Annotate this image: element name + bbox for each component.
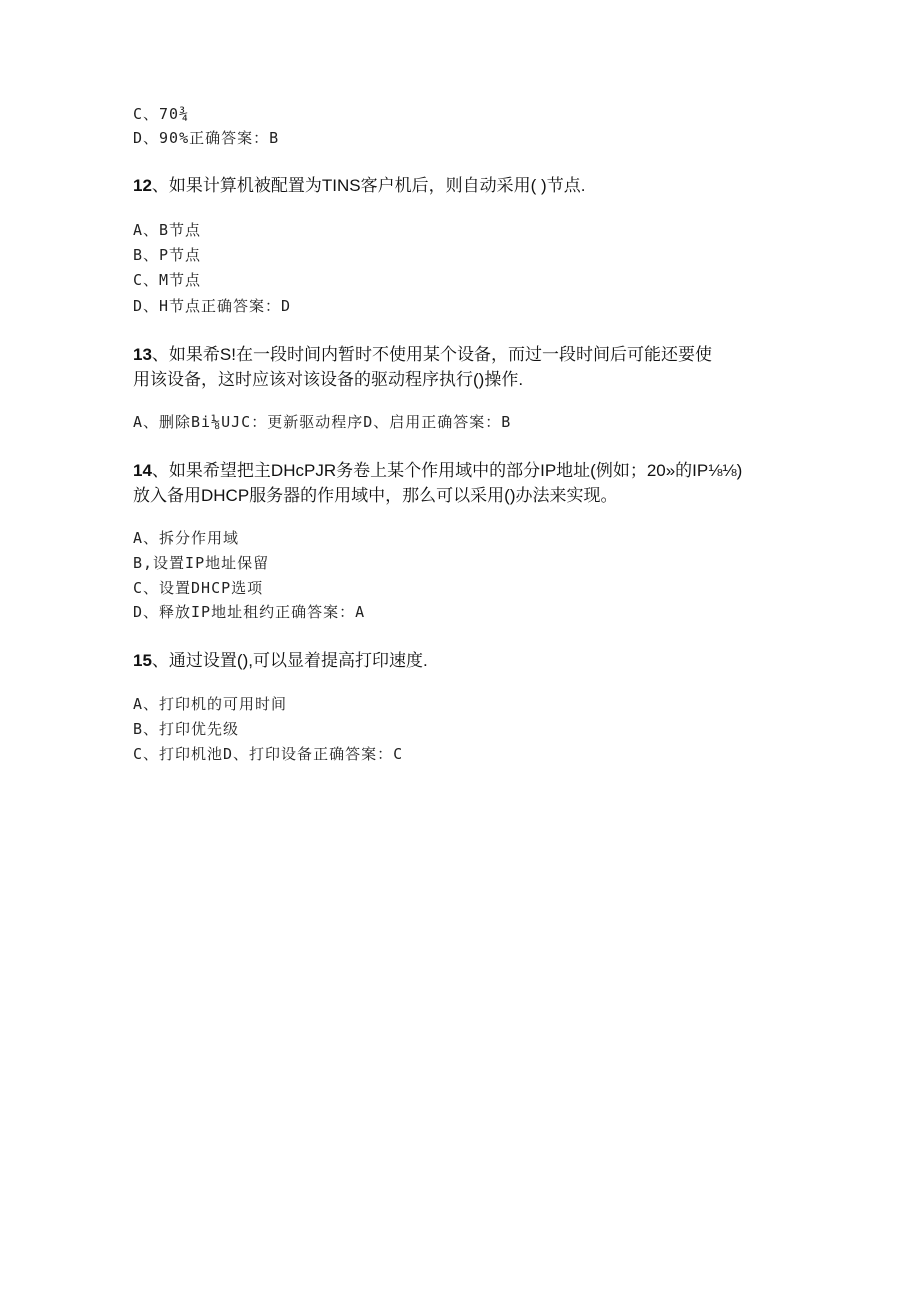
question-number: 14 <box>133 461 152 480</box>
question-text: 、如果计算机被配置为TINS客户机后，则自动采用( )节点. <box>151 176 586 195</box>
option-line: C、M节点 <box>133 271 202 289</box>
question-text: 、如果希望把主DHcPJR务卷上某个作用域中的部分IP地址(例如；20»的IP⅛⅛) <box>151 461 743 480</box>
option-line: A、拆分作用域 <box>133 529 240 547</box>
option-line: B、P节点 <box>133 246 202 264</box>
option-line: C、70¾ <box>133 105 190 123</box>
question-number: 15 <box>133 651 152 670</box>
option-line: B,设置IP地址保留 <box>133 554 270 572</box>
option-line: C、打印机池D、打印设备正确答案：C <box>133 745 404 763</box>
option-line: A、B节点 <box>133 221 202 239</box>
question-number: 13 <box>133 345 152 364</box>
question-13 <box>133 342 793 368</box>
question-text-continuation: 用该设备，这时应该对该设备的驱动程序执行()操作. <box>133 370 524 389</box>
question-text-continuation: 放入备用DHCP服务器的作用域中，那么可以采用()办法来实现。 <box>133 486 618 505</box>
option-line: D、释放IP地址租约正确答案：A <box>133 603 366 621</box>
question-text: 、通过设置(),可以显着提高打印速度. <box>151 651 428 670</box>
question-text: 、如果希S!在一段时间内暂时不使用某个设备，而过一段时间后可能还要使 <box>151 345 712 364</box>
option-line: A、删除Bi⅛UJC：更新驱动程序D、启用正确答案：B <box>133 413 512 431</box>
question-12 <box>133 173 793 199</box>
option-line: D、90%正确答案：B <box>133 129 280 147</box>
option-line: C、设置DHCP选项 <box>133 579 264 597</box>
option-line: D、H节点正确答案：D <box>133 297 292 315</box>
option-line: B、打印优先级 <box>133 720 240 738</box>
question-14 <box>133 458 793 484</box>
question-number: 12 <box>133 176 152 195</box>
option-line: A、打印机的可用时间 <box>133 695 288 713</box>
question-15 <box>133 648 793 674</box>
